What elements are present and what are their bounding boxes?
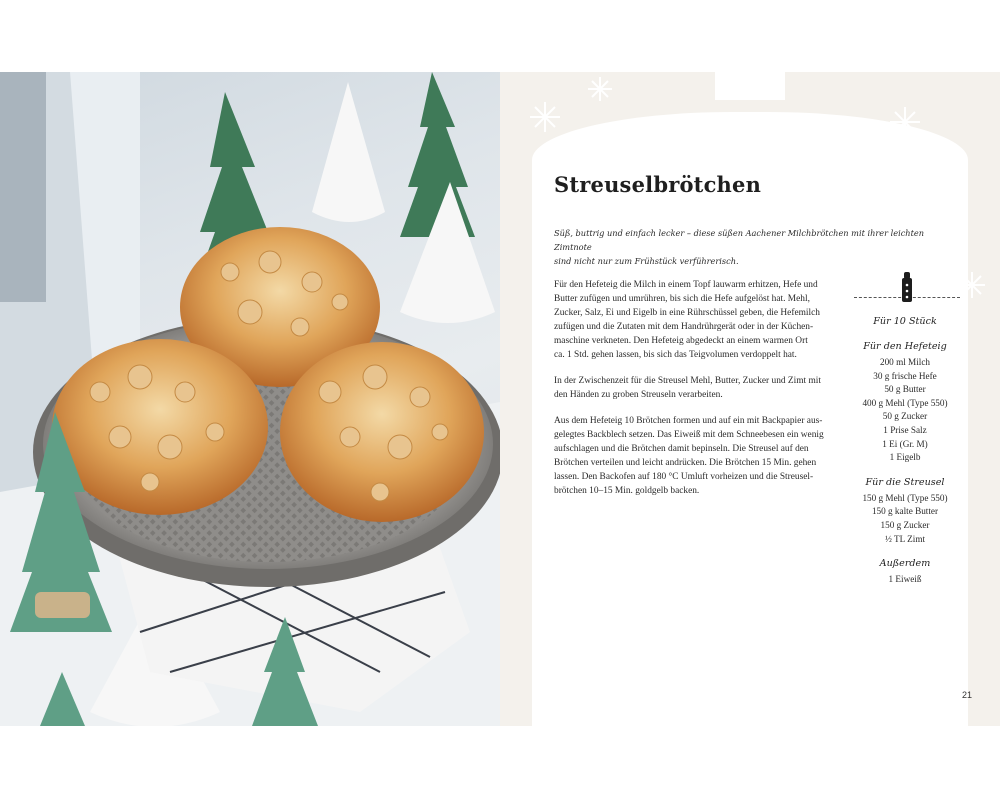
recipe-photo — [0, 72, 500, 726]
ingredient-group-ausserdem — [850, 558, 960, 587]
instruction-line: maschine verkneten. Den Hefeteig abgedeckt an einem warmen Ort — [554, 336, 808, 346]
ingredient-group-title: Für die Streusel — [865, 476, 945, 488]
ingredient-item: 150 g Zucker — [880, 519, 930, 530]
ingredient-group-hefeteig — [850, 341, 960, 465]
intro-line: sind nicht nur zum Frühstück verführerisch. — [554, 256, 739, 266]
ingredient-list — [850, 272, 960, 599]
instruction-line: Aus dem Hefeteig 10 Brötchen formen und auf ein mit Backpapier aus- — [554, 416, 823, 426]
ingredient-group-streusel — [850, 477, 960, 546]
ingredient-divider — [850, 272, 960, 304]
instruction-line: den Händen zu groben Streuseln verarbeiten. — [554, 390, 723, 400]
ingredient-item: 30 g frische Hefe — [873, 370, 937, 381]
ingredient-item: 150 g Mehl (Type 550) — [862, 492, 948, 503]
salt-shaker-icon — [900, 272, 914, 302]
recipe-title: Streuselbrötchen — [554, 172, 762, 197]
ingredient-item: ½ TL Zimt — [884, 533, 926, 544]
ingredient-item: 50 g Zucker — [882, 411, 928, 422]
recipe-yield: Für 10 Stück — [873, 316, 937, 327]
instruction-paragraph-1 — [554, 278, 840, 362]
recipe-page — [500, 72, 1000, 726]
cookbook-spread — [0, 72, 1000, 726]
ingredient-item: 1 Ei (Gr. M) — [882, 438, 928, 449]
instruction-line: Für den Hefeteig die Milch in einem Topf lauwarm erhitzen, Hefe und — [554, 280, 818, 290]
recipe-intro — [554, 226, 924, 268]
ingredient-item: 1 Eigelb — [889, 452, 921, 463]
instruction-line: lassen. Den Backofen auf 180 °C Umluft vorheizen und die Streusel- — [554, 472, 814, 482]
ingredient-group-title: Für den Hefeteig — [863, 341, 947, 352]
ingredient-item: 200 ml Milch — [879, 357, 931, 367]
ingredient-item: 400 g Mehl (Type 550) — [862, 397, 948, 408]
streuselbroetchen-photo — [0, 72, 500, 726]
instruction-line: ca. 1 Std. gehen lassen, bis sich das Teigvolumen verdoppelt hat. — [554, 350, 797, 360]
page-number: 21 — [962, 690, 973, 700]
instruction-line: aufschlagen und die Brötchen damit bepinseln. Die Streusel auf den — [554, 444, 809, 454]
instruction-line: zufügen und die Zutaten mit dem Handrührgerät oder in der Küchen- — [554, 322, 814, 332]
ingredient-group-title: Außerdem — [879, 558, 931, 570]
instruction-paragraph-3 — [554, 414, 840, 498]
instruction-paragraph-2 — [554, 374, 840, 402]
ingredient-item: 150 g kalte Butter — [871, 506, 939, 517]
instruction-line: gelegtes Backblech setzen. Das Eiweiß mit dem Schneebesen ein wenig — [554, 430, 824, 440]
intro-line: Süß, buttrig und einfach lecker – diese süßen Aachener Milchbrötchen mit ihrer leichten Zimtnote — [554, 228, 924, 252]
ingredient-item: 50 g Butter — [884, 384, 926, 395]
instruction-line: Zucker, Salz, Ei und Eigelb in eine Rührschüssel geben, die Hefemilch — [554, 308, 820, 318]
ingredient-item: 1 Eiweiß — [888, 574, 922, 585]
ingredient-item: 1 Prise Salz — [883, 424, 927, 435]
instruction-line: Brötchen verteilen und leicht andrücken. Die Brötchen 15 Min. gehen — [554, 458, 817, 468]
instruction-line: Butter zufügen und umrühren, bis sich die Hefe aufgelöst hat. Mehl, — [554, 294, 810, 304]
instruction-line: brötchen 10–15 Min. goldgelb backen. — [554, 486, 700, 496]
instruction-line: In der Zwischenzeit für die Streusel Mehl, Butter, Zucker und Zimt mit — [554, 376, 821, 386]
